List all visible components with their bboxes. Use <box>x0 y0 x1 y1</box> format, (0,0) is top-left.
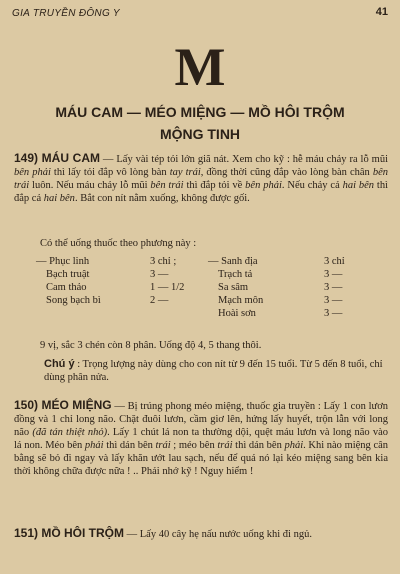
herb-dose: 3 — <box>324 282 343 293</box>
entry-149-paragraph <box>14 152 388 205</box>
herb-dose: 3 — <box>324 269 343 280</box>
herb-dose: 1 — 1/2 <box>150 282 185 293</box>
entry-150-text: ; méo bên <box>170 440 218 451</box>
entry-150-heading: 150) MÉO MIỆNG <box>14 398 112 412</box>
herb-dose: 2 — <box>150 295 169 306</box>
herb-name: — Sanh địa <box>208 256 258 267</box>
emphasis: trái <box>155 440 171 451</box>
herb-dose: 3 chỉ <box>324 256 345 267</box>
emphasis: hai bên <box>43 193 75 204</box>
emphasis: bên trái <box>150 180 184 191</box>
emphasis: bên trái <box>14 167 388 191</box>
herb-dose: 3 — <box>324 295 343 306</box>
entry-151-heading: 151) MỒ HÔI TRỘM <box>14 526 125 540</box>
herb-name: Mạch môn <box>218 295 264 306</box>
emphasis: trái <box>217 440 233 451</box>
emphasis: bên phải <box>14 167 51 178</box>
entry-149-text: , đồng thời cũng đắp vào lòng bàn chân <box>200 167 373 178</box>
note-paragraph <box>44 358 388 384</box>
entry-149-text: . Nếu chảy cả <box>281 180 343 191</box>
entry-150-paragraph <box>14 399 388 478</box>
entry-149-text: thì lấy tỏi đắp vô lòng bàn <box>50 167 170 178</box>
herb-table <box>36 256 376 336</box>
herb-name: Trạch tả <box>218 269 253 280</box>
note-text: : Trọng lượng này dùng cho con nít từ 9 đến 15 tuổi. Từ 5 đến 8 tuổi, chỉ dùng phân nửa. <box>44 359 383 383</box>
entry-150-text: . Lấy 1 chút lá non ta thường dội, quệt máu lươn và long não vào lá non. Méo bên <box>14 427 388 451</box>
herb-name: — Phục linh <box>36 256 90 267</box>
herb-row <box>36 308 376 321</box>
herb-name: Hoài sơn <box>218 308 256 319</box>
dosage-instruction: 9 vị, sắc 3 chén còn 8 phân. Uống độ 4, 5 thang thôi. <box>40 340 262 351</box>
entry-151-text: — Lấy 40 cây hẹ nấu nước uống khi đi ngủ. <box>124 529 312 540</box>
herb-row <box>36 295 376 308</box>
section-title-line2: MỘNG TINH <box>159 126 241 142</box>
entry-149-text: luôn. Nếu máu chảy lỗ mũi <box>29 180 151 191</box>
herb-row <box>36 269 376 282</box>
herb-dose: 3 — <box>150 269 169 280</box>
entry-150-text: thì dán bên <box>232 440 285 451</box>
emphasis: tay trái <box>169 167 201 178</box>
emphasis: (đã tán thiệt nhỏ) <box>32 427 108 438</box>
entry-149-text: — Lấy vài tép tỏi lớn giã nát. Xem cho kỹ : hễ máu chảy ra lỗ mũi <box>99 154 388 165</box>
herb-row <box>36 256 376 269</box>
prescription-intro: Có thể uống thuốc theo phương này : <box>40 238 197 249</box>
herb-row <box>36 282 376 295</box>
page-header <box>12 6 388 24</box>
herb-name: Sa sâm <box>218 282 249 293</box>
herb-name: Song bạch bì <box>46 295 101 306</box>
section-title-line1: MÁU CAM — MÉO MIỆNG — MỒ HÔI TRỘM <box>55 104 345 120</box>
emphasis: phải <box>284 440 304 451</box>
entry-150-text: . Khi nào miệng cân bằng sẽ bỏ đi ngay và lấy khăn ướt lau sạch, nếu để quá nó lại kéo miệng sang bên kia thời không chữa được nữa ! .. Phải nhớ kỹ ! Nguy hiểm ! <box>14 440 389 477</box>
entry-150-text: — Bị trúng phong méo miệng, thuốc gia truyền : Lấy 1 con lươn đồng và 1 chỉ long não. Chặt đuôi lươn, cầm giơ lên, hứng lấy huyết, trộn lẫn với long não <box>14 401 389 438</box>
entry-149-text: . Bắt con nít nằm xuống, không được gối. <box>74 193 250 204</box>
chapter-letter: M <box>174 37 226 97</box>
entry-149-text: thì đắp tỏi về <box>183 180 246 191</box>
herb-dose: 3 chỉ ; <box>150 256 177 267</box>
emphasis: phải <box>84 440 104 451</box>
emphasis: hai bên <box>342 180 375 191</box>
emphasis: bên phải <box>245 180 282 191</box>
herb-name: Cam thảo <box>46 282 87 293</box>
entry-149-heading: 149) MÁU CAM <box>14 151 100 165</box>
herb-name: Bạch truật <box>46 269 90 280</box>
page-number: 41 <box>375 6 388 18</box>
note-label: Chú ý <box>44 358 75 370</box>
entry-151-paragraph <box>14 527 388 541</box>
entry-150-text: thì dán bên <box>103 440 156 451</box>
herb-dose: 3 — <box>324 308 343 319</box>
running-title: GIA TRUYỀN ĐÔNG Y <box>12 8 120 19</box>
entry-149-text: thì đắp cả <box>14 180 388 204</box>
